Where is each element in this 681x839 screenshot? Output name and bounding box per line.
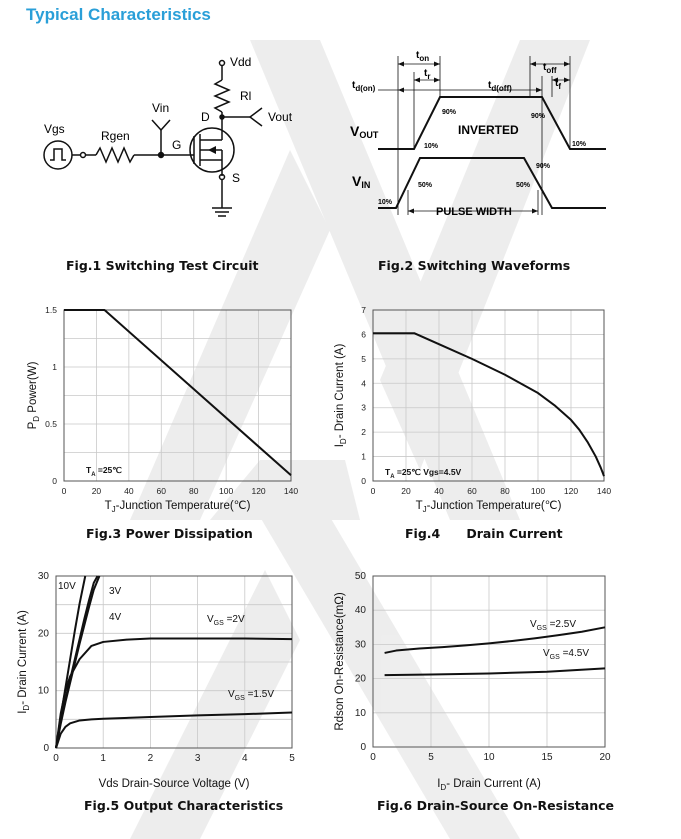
fig5-ytick-label: 10	[37, 685, 49, 697]
fig5-ytick-label: 30	[37, 571, 49, 582]
fig3-ytick-label: 1	[52, 362, 57, 372]
fig6-chart	[334, 571, 611, 792]
fig4-xtick-label: 0	[370, 486, 376, 496]
label-tf-sub: f	[558, 82, 562, 91]
fig4-xtick-label: 20	[401, 486, 411, 496]
fig4-caption: Fig.4 Drain Current	[405, 526, 563, 541]
fig3-ytick-label: 0.5	[45, 419, 57, 429]
fig5-series-label-3-main: V	[207, 614, 214, 625]
fig3-ytick-label: 1.5	[45, 305, 57, 315]
fig4-ytick-label: 2	[361, 427, 366, 438]
fig5-series-label-2-main: 4V	[109, 612, 122, 623]
fig5-series-label-1	[109, 586, 122, 597]
fig5-series-label-4-sub: GS	[234, 695, 245, 702]
fig3-xlabel	[105, 500, 251, 514]
fig4-ytick-label: 7	[361, 305, 366, 315]
fig5-caption: Fig.5 Output Characteristics	[84, 798, 284, 813]
fig4-xlabel-sub: J	[422, 505, 427, 514]
fig4-xtick-label: 60	[467, 486, 477, 496]
fig3-xtick-label: 20	[91, 486, 102, 496]
fig6-xlabel-rest: - Drain Current (A)	[446, 778, 541, 790]
label-s: S	[232, 171, 241, 185]
fig3-ytick-label: 0	[52, 476, 57, 486]
fig4-ytick-label: 4	[361, 378, 366, 389]
label-rgen: Rgen	[101, 129, 130, 143]
fig3-xtick-label: 100	[219, 486, 234, 496]
fig6-xtick-label: 15	[541, 752, 553, 763]
fig3-xlabel-rest: -Junction Temperature(℃)	[115, 500, 251, 512]
fig3-xtick-label: 60	[156, 486, 167, 496]
fig6-ylabel-main: Rdson On-Resistance(mΩ)	[334, 592, 346, 731]
fig4-ylabel-sub: D	[339, 438, 348, 445]
label-vout-wave-sub: OUT	[359, 130, 379, 140]
fig5-xtick-label: 5	[289, 753, 295, 764]
fig4-annotation	[385, 467, 462, 480]
pct-50-a: 50%	[418, 182, 433, 189]
fig6-ytick-label: 30	[354, 639, 366, 651]
label-tdoff-sub: d(off)	[491, 84, 512, 93]
fig5-series-label-0-main: 10V	[58, 581, 76, 592]
pct-50-b: 50%	[516, 182, 531, 189]
label-vout-wave: V	[350, 123, 360, 139]
fig5-series-label-0	[58, 581, 76, 592]
fig6-caption: Fig.6 Drain-Source On-Resistance	[377, 798, 614, 813]
fig3-annotation-sub: A	[91, 472, 96, 478]
fig5-xtick-label: 1	[100, 753, 106, 764]
fig5-xtick-label: 2	[147, 753, 154, 764]
fig4-series-line-0	[373, 333, 604, 476]
label-pulse-width: PULSE WIDTH	[436, 206, 512, 218]
label-inverted: INVERTED	[458, 123, 519, 137]
fig5-xlabel	[99, 778, 250, 790]
fig6-series-label-1	[543, 648, 589, 661]
label-d: D	[201, 110, 210, 124]
fig4-xlabel-rest: -Junction Temperature(℃)	[426, 500, 562, 512]
fig4-ytick-label: 1	[361, 451, 366, 462]
fig4-xtick-label: 120	[563, 486, 579, 496]
fig4-annotation-main: T	[385, 467, 391, 477]
fig5-series-label-3-sub: GS	[213, 620, 224, 627]
fig3-ylabel-main: P	[27, 421, 39, 430]
fig6-xlabel-main: I	[437, 778, 441, 790]
fig3-xtick-label: 140	[283, 486, 299, 496]
fig3-xtick-label: 0	[61, 486, 67, 496]
fig6-series-label-1-rest: =4.5V	[559, 648, 589, 659]
fig4-annotation-sub: A	[390, 474, 395, 480]
fig4-ylabel	[334, 344, 348, 448]
fig5-ylabel-main: I	[17, 710, 29, 714]
fig4-plot-frame	[373, 310, 604, 481]
page-title: Typical Characteristics	[26, 5, 211, 24]
label-vin: Vin	[152, 101, 170, 115]
fig6-series-label-0-main: V	[530, 619, 537, 630]
fig5-ylabel-rest: - Drain Current (A)	[17, 610, 29, 705]
fig3-annotation-main: T	[86, 465, 92, 475]
fig3-chart	[27, 305, 298, 514]
label-vdd: Vdd	[230, 55, 252, 69]
fig6-ytick-label: 20	[354, 673, 366, 685]
label-tr: t	[424, 68, 428, 79]
fig3-xtick-label: 40	[124, 486, 134, 496]
fig5-ylabel	[17, 610, 31, 714]
fig4-chart	[334, 305, 611, 514]
fig4-ytick-label: 0	[361, 476, 366, 486]
fig5-series-label-2	[109, 612, 122, 623]
fig4-xtick-label: 80	[500, 486, 510, 496]
fig6-series-label-0	[530, 619, 576, 632]
fig4-xlabel	[416, 500, 562, 514]
fig4-ytick-label: 3	[361, 402, 366, 413]
fig3-ylabel-sub: D	[32, 415, 41, 422]
fig6-xtick-label: 20	[599, 752, 611, 763]
fig4-xlabel-main: T	[415, 500, 423, 512]
fig6-xtick-label: 5	[428, 752, 434, 763]
fig4-ytick-label: 5	[361, 353, 366, 364]
fig6-xlabel-sub: D	[440, 783, 447, 792]
label-tdoff: t	[488, 80, 492, 91]
fig4-ylabel-main: I	[334, 444, 346, 448]
fig6-ytick-label: 0	[360, 742, 366, 753]
pct-90-a: 90%	[442, 109, 457, 116]
fig3-xlabel-main: T	[104, 500, 112, 512]
pct-90-c: 90%	[536, 163, 551, 170]
fig4-ylabel-rest: - Drain Current (A)	[334, 343, 346, 439]
fig5-xtick-label: 4	[242, 753, 248, 764]
pct-10-c: 10%	[378, 199, 393, 206]
label-ton-sub: on	[419, 54, 430, 63]
fig4-xtick-label: 140	[596, 486, 612, 496]
fig5-ytick-label: 20	[37, 628, 49, 640]
fig4-xtick-label: 40	[434, 486, 444, 496]
fig3-ylabel	[27, 361, 41, 429]
fig6-series-label-0-rest: =2.5V	[546, 619, 576, 630]
fig6-ytick-label: 10	[354, 707, 366, 719]
fig5-series-label-3-rest: =2V	[223, 614, 245, 625]
fig3-annotation-rest: =25℃	[95, 465, 122, 475]
fig5-xtick-label: 3	[194, 753, 201, 764]
label-toff: t	[543, 62, 547, 73]
fig3-ylabel-rest: Power(W)	[27, 361, 39, 416]
fig1-caption: Fig.1 Switching Test Circuit	[66, 258, 259, 273]
fig6-series-line-1	[385, 668, 605, 675]
fig6-xtick-label: 0	[370, 752, 376, 763]
label-rl: Rl	[240, 89, 252, 103]
fig6-ytick-label: 50	[354, 571, 366, 582]
fig4-xtick-label: 100	[530, 486, 546, 496]
fig6-series-label-1-main: V	[543, 648, 550, 659]
fig6-ytick-label: 40	[354, 605, 366, 617]
fig3-caption: Fig.3 Power Dissipation	[86, 526, 253, 541]
fig3-xtick-label: 120	[251, 486, 266, 496]
fig3-annotation	[86, 465, 122, 478]
fig6-series-label-0-sub: GS	[536, 625, 547, 632]
fig2-caption: Fig.2 Switching Waveforms	[378, 258, 571, 273]
pct-10-a: 10%	[424, 143, 439, 150]
pct-10-b: 10%	[572, 141, 587, 148]
fig5-series-label-4-rest: =1.5V	[244, 689, 274, 700]
fig3-xlabel-sub: J	[111, 505, 116, 514]
fig5-xtick-label: 0	[53, 753, 59, 764]
fig6-ylabel	[334, 592, 346, 731]
fig3-series-line-0	[64, 310, 291, 475]
label-ton: t	[416, 50, 420, 61]
fig5-ytick-label: 0	[43, 743, 49, 754]
fig6-xtick-label: 10	[483, 752, 495, 763]
label-vin-wave-sub: IN	[361, 180, 371, 190]
fig6-series-label-1-sub: GS	[549, 654, 560, 661]
pct-90-b: 90%	[531, 113, 546, 120]
fig5-series-label-4-main: V	[228, 689, 235, 700]
label-toff-sub: off	[546, 66, 557, 75]
label-tdon: t	[352, 80, 356, 91]
label-vout: Vout	[268, 110, 293, 124]
fig3-xtick-label: 80	[188, 486, 199, 496]
label-tdon-sub: d(on)	[355, 84, 376, 93]
fig4-annotation-rest: =25℃ Vgs=4.5V	[394, 467, 462, 477]
label-vin-wave: V	[352, 173, 362, 189]
label-vgs: Vgs	[44, 122, 65, 136]
fig5-series-label-1-main: 3V	[109, 586, 122, 597]
fig5-series-line-4	[56, 712, 292, 748]
label-tf: t	[555, 78, 559, 89]
fig6-xlabel	[437, 778, 541, 792]
fig4-ytick-label: 6	[361, 329, 366, 340]
fig5-xlabel-main: Vds Drain-Source Voltage (V)	[98, 778, 250, 790]
fig5-series-label-3	[207, 614, 245, 627]
fig5-ylabel-sub: D	[22, 704, 31, 711]
label-g: G	[172, 138, 182, 152]
label-tr-sub: r	[427, 72, 431, 81]
fig5-chart	[17, 571, 295, 790]
